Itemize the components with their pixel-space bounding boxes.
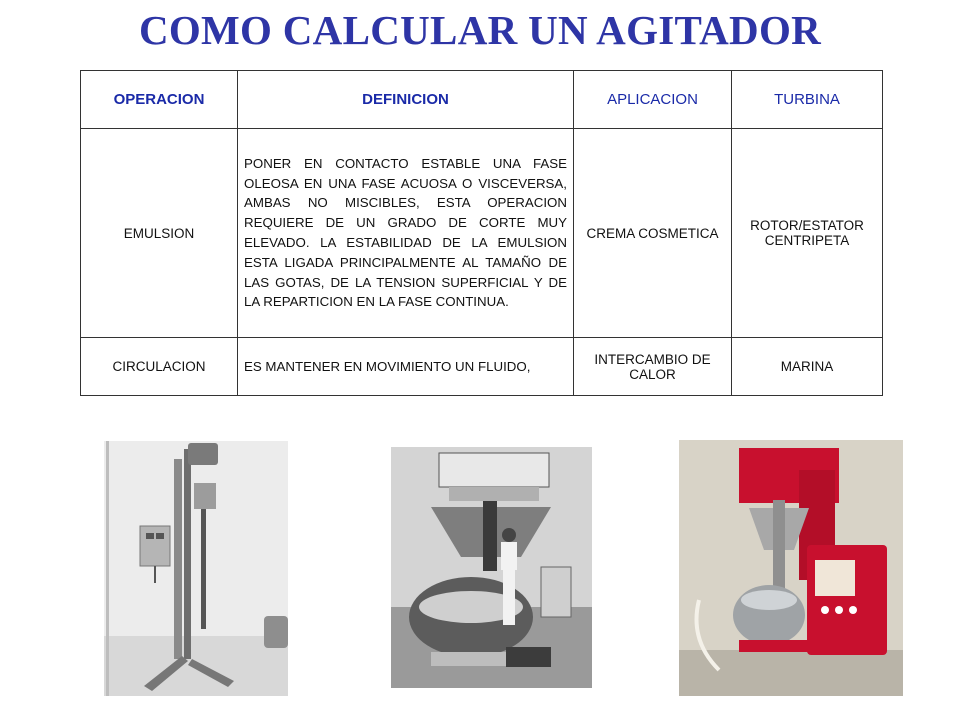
photo-stand-mixer	[104, 441, 288, 696]
header-definicion: DEFINICION	[238, 71, 574, 129]
table-header-row	[81, 71, 883, 129]
cell-definicion: PONER EN CONTACTO ESTABLE UNA FASE OLEOSA EN UNA FASE ACUOSA O VISCEVERSA, AMBAS NO MISCIBLES, ESTA OPERACION REQUIERE DE UN GRADO DE CORTE MUY ELEVADO. LA ESTABILIDAD DE LA EMULSION ESTA LIGADA PRINCIPALMENTE AL TAMAÑO DE LAS GOTAS, DE LA TENSION SUPERFICIAL Y DE LA REPARTICION EN LA FASE CONTINUA.	[238, 129, 574, 338]
header-turbina: TURBINA	[732, 71, 883, 129]
photo-vessel-mixer	[391, 447, 592, 688]
table-row	[81, 338, 883, 396]
operations-table	[80, 70, 883, 396]
header-operacion: OPERACION	[81, 71, 238, 129]
photo-red-emulsifier	[679, 440, 903, 696]
cell-definicion: ES MANTENER EN MOVIMIENTO UN FLUIDO,	[238, 338, 574, 396]
header-aplicacion: APLICACION	[574, 71, 732, 129]
table-row	[81, 129, 883, 338]
cell-aplicacion: CREMA COSMETICA	[574, 129, 732, 338]
cell-operacion: CIRCULACION	[81, 338, 238, 396]
cell-operacion: EMULSION	[81, 129, 238, 338]
cell-turbina: ROTOR/ESTATOR CENTRIPETA	[732, 129, 883, 338]
cell-turbina: MARINA	[732, 338, 883, 396]
page-title: COMO CALCULAR UN AGITADOR	[138, 7, 822, 53]
cell-aplicacion: INTERCAMBIO DE CALOR	[574, 338, 732, 396]
